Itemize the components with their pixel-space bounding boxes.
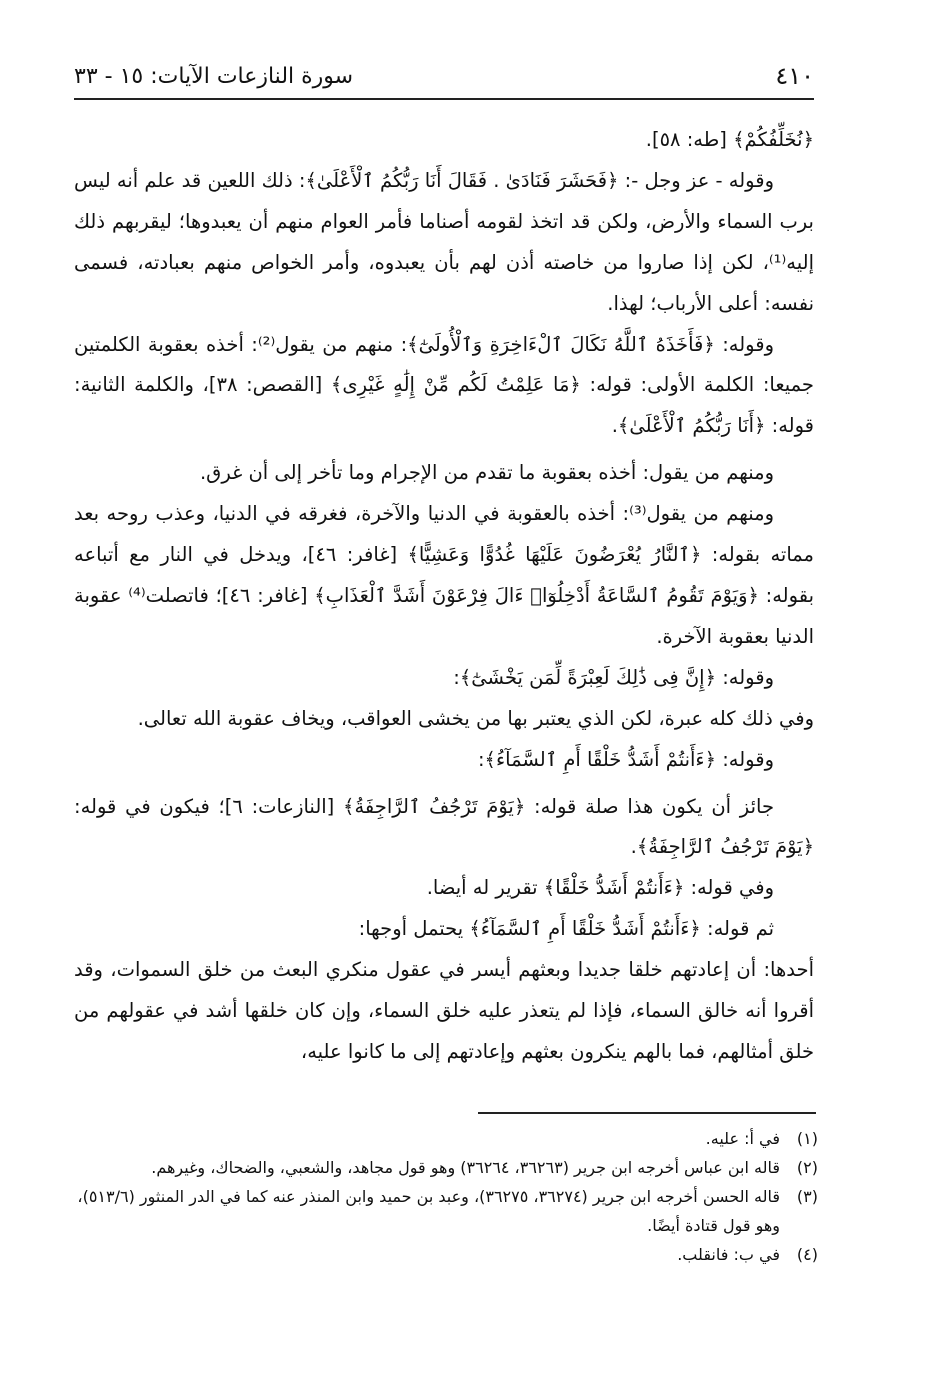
page-header: [74, 62, 814, 100]
footnote-number: (٤): [796, 1245, 818, 1264]
footnotes: [74, 1124, 818, 1269]
footnote: [74, 1182, 818, 1240]
footnote-text: في أ: عليه.: [705, 1129, 780, 1148]
paragraph: أحدها: أن إعادتهم خلقا جديدا وبعثهم أيسر في عقول منكري البعث من خلق السموات، وقد أقروا أنه خالق السماء، فإذا لم يتعذر عليه خلق السماء، وإن كان خلقها أشد في عقولهم من خلق أمثالهم، فما بالهم ينكرون بعثهم وإعادتهم إلى ما كانوا عليه،: [74, 958, 814, 1063]
paragraph: وقوله: ﴿إِنَّ فِى ذَٰلِكَ لَعِبْرَةً لِّمَن يَخْشَىٰٓ﴾:: [453, 665, 774, 689]
page-number: ٤١٠: [775, 62, 814, 90]
paragraph: ومنهم من يقول: أخذه بعقوبة ما تقدم من الإجرام وما تأخر إلى أن غرق.: [199, 461, 774, 485]
running-title: سورة النازعات الآيات: ١٥ - ٣٣: [74, 64, 354, 89]
footnote-text: قاله الحسن أخرجه ابن جرير (٣٦٢٧٤، ٣٦٢٧٥)، وعبد بن حميد وابن المنذر عنه كما في الدر المنثور (٥١٣/٦)، وهو قول قتادة أيضًا.: [77, 1187, 780, 1235]
footnote-text: في ب: فانقلب.: [677, 1245, 780, 1264]
paragraph: جائز أن يكون هذا صلة قوله: ﴿يَوْمَ تَرْجُفُ ٱلرَّاجِفَةُ﴾ [النازعات: ٦]؛ فيكون في قوله: ﴿يَوْمَ تَرْجُفُ ٱلرَّاجِفَةُ﴾.: [74, 794, 814, 859]
paragraph: وفي قوله: ﴿ءَأَنتُمْ أَشَدُّ خَلْقًا﴾ تقرير له أيضا.: [426, 876, 774, 900]
paragraph: وفي ذلك كله عبرة، لكن الذي يعتبر بها من يخشى العواقب، ويخاف عقوبة الله تعالى.: [137, 706, 814, 730]
paragraph: وقوله - عز وجل -: ﴿فَحَشَرَ فَنَادَىٰ . فَقَالَ أَنَا رَبُّكُمُ ٱلْأَعْلَىٰ﴾: ذلك اللعين قد علم أنه ليس برب السماء والأرض، ولكن قد اتخذ لقومه أصناما فأمر العوام منهم أن يعبدوها؛ ليقربهم ذلك إليه⁽¹⁾، لكن إذا صاروا من خاصته أذن لهم بأن يعبدوه، وأمر الخواص منهم بعبادته، فسمى نفسه: أعلى الأرباب؛ لهذا.: [74, 168, 814, 315]
paragraph: ﴿نُخَلِّفُكُمْ﴾ [طه: ٥٨].: [645, 128, 814, 151]
paragraph: ومنهم من يقول⁽³⁾: أخذه بالعقوبة في الدنيا والآخرة، فغرقه في الدنيا، وعذب روحه بعد مماته بقوله: ﴿ٱلنَّارُ يُعْرَضُونَ عَلَيْهَا غُدُوًّا وَعَشِيًّا﴾ [غافر: ٤٦]، ويدخل في النار مع أتباعه بقوله: ﴿وَيَوْمَ تَقُومُ ٱلسَّاعَةُ أَدْخِلُوٓا۟ ءَالَ فِرْعَوْنَ أَشَدَّ ٱلْعَذَابِ﴾ [غافر: ٤٦]؛ فاتصلت⁽⁴⁾ عقوبة الدنيا بعقوبة الآخرة.: [74, 502, 815, 648]
footnote-divider: [478, 1112, 816, 1114]
paragraph: ثم قوله: ﴿ءَأَنتُمْ أَشَدُّ خَلْقًا أَمِ ٱلسَّمَآءُ﴾ يحتمل أوجها:: [358, 917, 774, 941]
footnote-text: قاله ابن عباس أخرجه ابن جرير (٣٦٢٦٣، ٣٦٢٦٤) وهو قول مجاهد، والشعبي، والضحاك، وغيرهم.: [151, 1158, 780, 1177]
footnote: [74, 1153, 818, 1182]
paragraph: وقوله: ﴿فَأَخَذَهُ ٱللَّهُ نَكَالَ ٱلْءَاخِرَةِ وَٱلْأُولَىٰٓ﴾: منهم من يقول⁽²⁾: أخذه بعقوبة الكلمتين جميعا: الكلمة الأولى: قوله: ﴿مَا عَلِمْتُ لَكُم مِّنْ إِلَٰهٍ غَيْرِى﴾ [القصص: ٣٨]، والكلمة الثانية: قوله: ﴿أَنَا رَبُّكُمُ ٱلْأَعْلَىٰ﴾.: [74, 332, 814, 438]
footnote-number: (٢): [796, 1158, 818, 1177]
footnote: [74, 1240, 818, 1269]
main-text: [74, 120, 814, 1073]
footnote-number: (٣): [796, 1187, 818, 1206]
footnote-number: (١): [796, 1129, 818, 1148]
paragraph: وقوله: ﴿ءَأَنتُمْ أَشَدُّ خَلْقًا أَمِ ٱلسَّمَآءُ﴾:: [477, 747, 774, 771]
footnote: [74, 1124, 818, 1153]
